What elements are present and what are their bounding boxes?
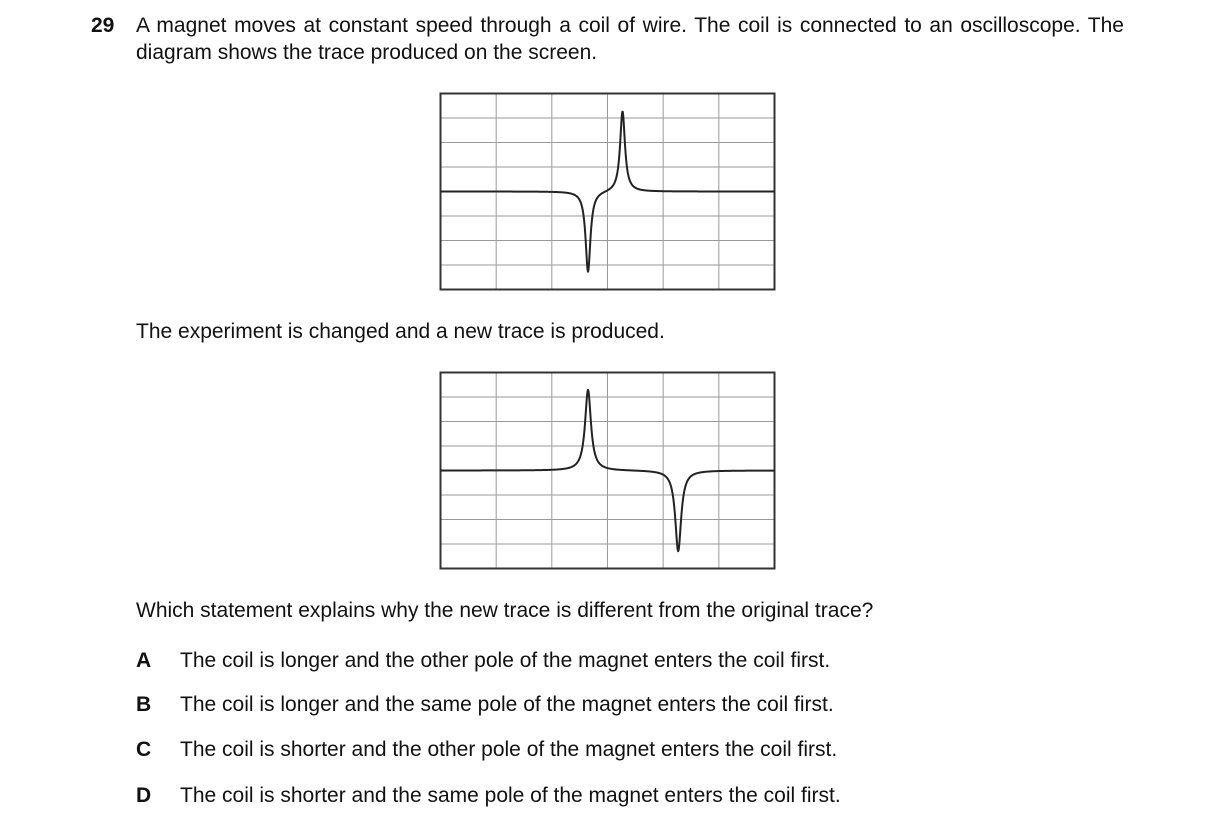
option-letter: B bbox=[136, 693, 152, 716]
option-text: The coil is longer and the other pole of the magnet enters the coil first. bbox=[180, 649, 831, 672]
changed-experiment-text: The experiment is changed and a new trace is produced. bbox=[136, 320, 665, 343]
option-text: The coil is shorter and the other pole of the magnet enters the coil first. bbox=[180, 738, 838, 761]
option-letter: A bbox=[136, 649, 152, 672]
question-prompt: Which statement explains why the new trace is different from the original trace? bbox=[136, 599, 874, 622]
option-letter: D bbox=[136, 784, 152, 807]
original-trace-figure bbox=[439, 92, 776, 291]
option-letter: C bbox=[136, 738, 152, 761]
question-stem: A magnet moves at constant speed through a coil of wire. The coil is connected to an oscilloscope. The diagram shows the trace produced on the screen. bbox=[136, 14, 1124, 64]
option-text: The coil is longer and the same pole of the magnet enters the coil first. bbox=[180, 693, 834, 716]
new-trace-figure bbox=[439, 371, 776, 570]
oscilloscope-screen-original bbox=[439, 92, 776, 291]
question-number: 29 bbox=[91, 14, 115, 37]
oscilloscope-screen-new bbox=[439, 371, 776, 570]
option-text: The coil is shorter and the same pole of the magnet enters the coil first. bbox=[180, 784, 841, 807]
